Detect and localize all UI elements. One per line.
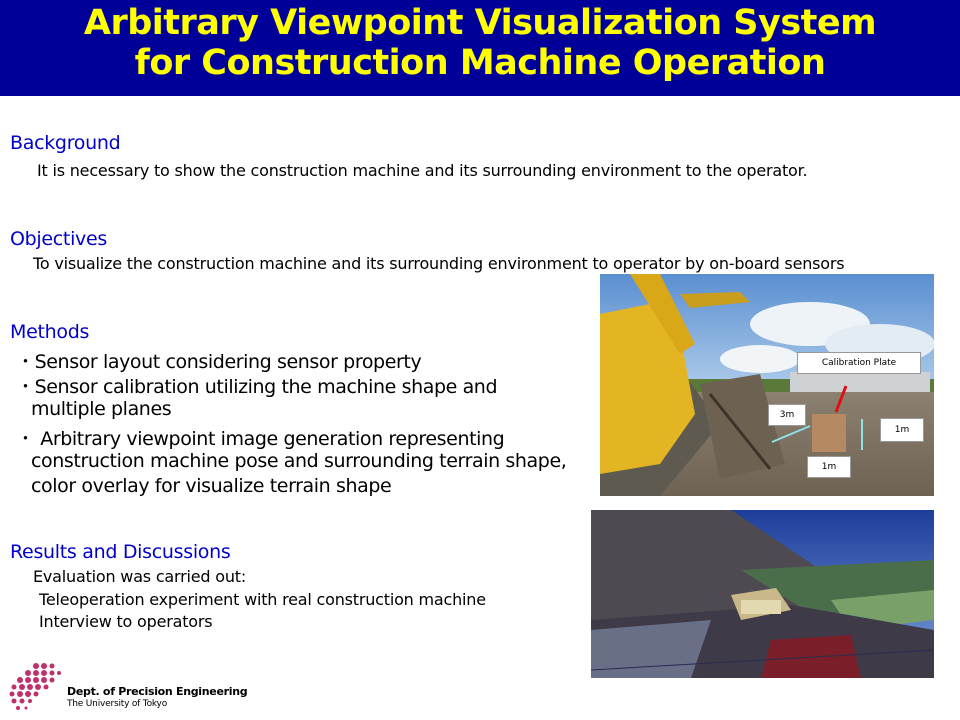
calibration-photo (600, 274, 934, 496)
results-heading: Results and Discussions (10, 541, 231, 563)
results-line: Teleoperation experiment with real construction machine (39, 590, 486, 609)
dimension-label-3m: 3m (768, 404, 806, 426)
results-line: Evaluation was carried out: (33, 567, 247, 586)
results-line: Interview to operators (39, 612, 213, 631)
background-text: It is necessary to show the construction machine and its surrounding environment to the operator. (37, 161, 808, 180)
title-line-2: for Construction Machine Operation (134, 43, 826, 83)
university-name: The University of Tokyo (67, 699, 167, 709)
department-name: Dept. of Precision Engineering (67, 685, 248, 698)
dimension-label-1m-bottom: 1m (807, 456, 851, 478)
result-rendering (591, 510, 934, 678)
methods-line: ・ Arbitrary viewpoint image generation representing (16, 428, 505, 450)
methods-line: color overlay for visualize terrain shape (31, 475, 392, 497)
dimension-label-1m-right: 1m (880, 418, 924, 442)
objectives-heading: Objectives (10, 228, 107, 250)
calibration-plate-label: Calibration Plate (797, 352, 921, 374)
methods-line: ・Sensor layout considering sensor property (16, 351, 422, 373)
title-banner (0, 0, 960, 96)
objectives-text: To visualize the construction machine and its surrounding environment to operator by on-board sensors (33, 254, 845, 273)
background-heading: Background (10, 132, 121, 154)
methods-line: multiple planes (31, 398, 172, 420)
university-logo (6, 660, 66, 719)
methods-line: construction machine pose and surrounding terrain shape, (31, 450, 567, 472)
methods-line: ・Sensor calibration utilizing the machine shape and (16, 376, 498, 398)
title-line-1: Arbitrary Viewpoint Visualization System (83, 3, 877, 43)
methods-heading: Methods (10, 321, 90, 343)
